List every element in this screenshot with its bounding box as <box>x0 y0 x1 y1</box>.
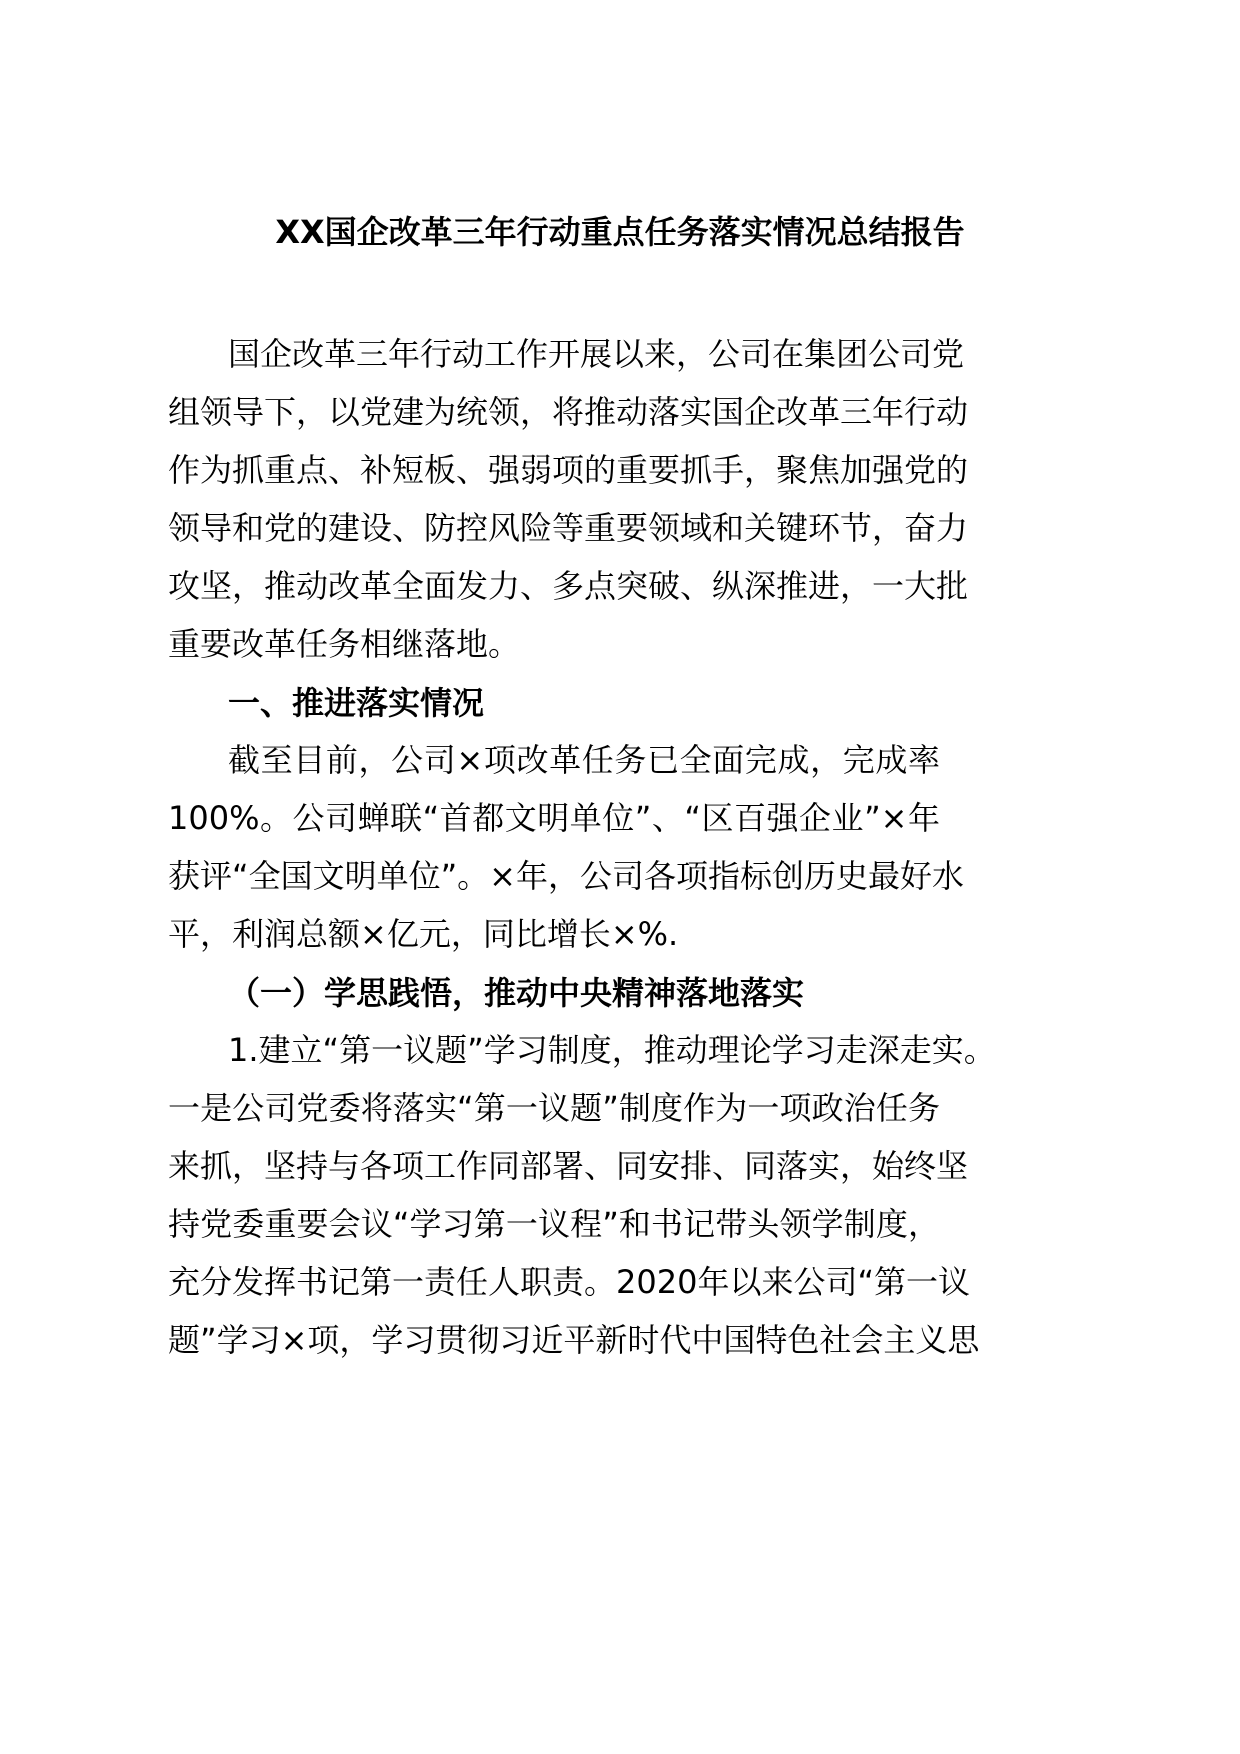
paragraph-line: 持党委重要会议“学习第一议程”和书记带头领学制度， <box>168 1205 940 1243</box>
paragraph-line: 充分发挥书记第一责任人职责。2020年以来公司“第一议 <box>168 1263 971 1301</box>
paragraph-line: 一是公司党委将落实“第一议题”制度作为一项政治任务 <box>168 1089 940 1127</box>
paragraph-line: 100%。公司蝉联“首都文明单位”、“区百强企业”×年 <box>168 799 940 837</box>
paragraph-line: 1.建立“第一议题”学习制度，推动理论学习走深走实。 <box>228 1031 996 1069</box>
paragraph-line: 平，利润总额×亿元，同比增长×%. <box>168 915 679 953</box>
paragraph-line: 题”学习×项，学习贯彻习近平新时代中国特色社会主义思 <box>168 1321 980 1359</box>
paragraph-line: 来抓，坚持与各项工作同部署、同安排、同落实，始终坚 <box>168 1147 969 1185</box>
paragraph-line: 重要改革任务相继落地。 <box>168 625 521 663</box>
paragraph-line: 攻坚，推动改革全面发力、多点突破、纵深推进，一大批 <box>168 567 969 605</box>
paragraph-line: 国企改革三年行动工作开展以来，公司在集团公司党 <box>228 335 965 373</box>
document-title: XX国企改革三年行动重点任务落实情况总结报告 <box>275 213 965 251</box>
paragraph-line: 截至目前，公司×项改革任务已全面完成，完成率 <box>228 741 940 779</box>
paragraph-line: 获评“全国文明单位”。×年，公司各项指标创历史最好水 <box>168 857 964 895</box>
paragraph-line: 组领导下，以党建为统领，将推动落实国企改革三年行动 <box>168 393 969 431</box>
paragraph-line: 领导和党的建设、防控风险等重要领域和关键环节，奋力 <box>168 509 969 547</box>
paragraph-line: 作为抓重点、补短板、强弱项的重要抓手，聚焦加强党的 <box>168 451 969 489</box>
section-heading: 一、推进落实情况 <box>228 684 485 722</box>
subsection-heading: （一）学思践悟，推动中央精神落地落实 <box>228 974 805 1012</box>
